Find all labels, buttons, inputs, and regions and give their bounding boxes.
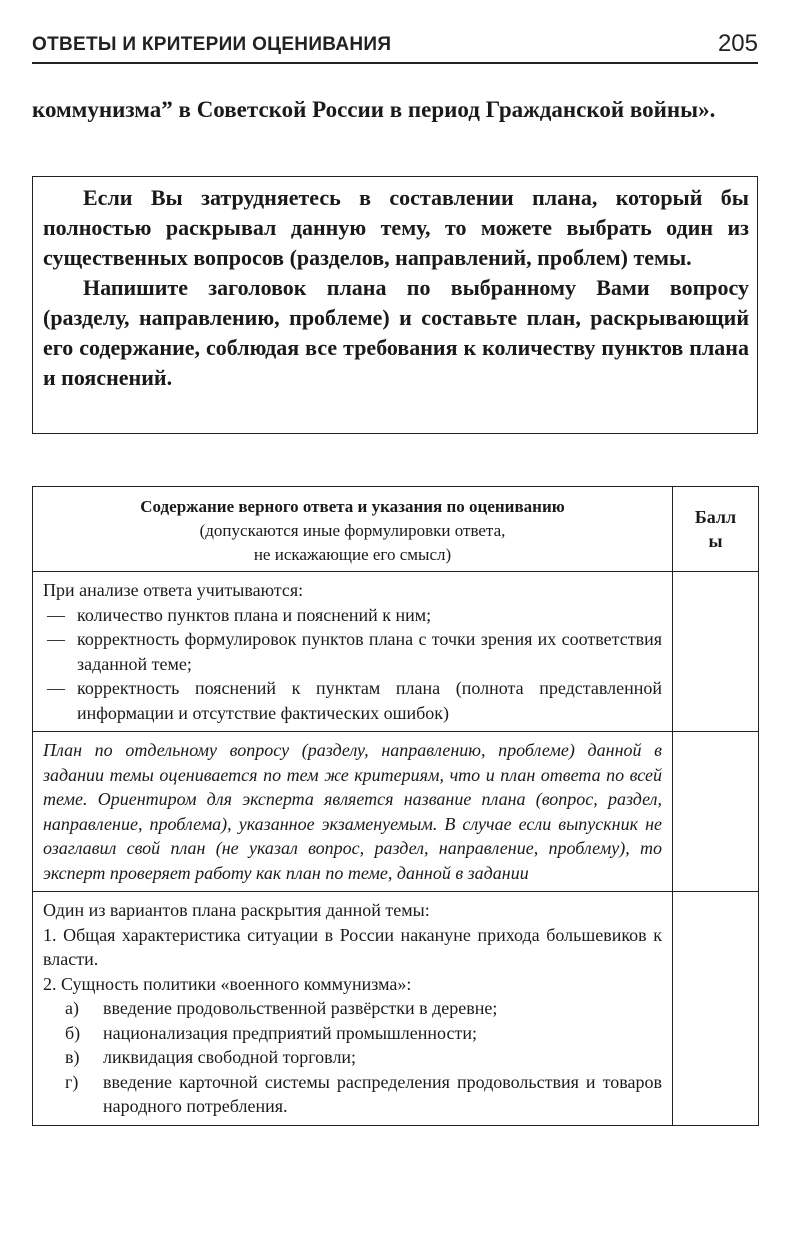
plan-variant-cell [33,892,673,1126]
table-row [33,732,759,892]
instruction-box [32,176,758,434]
content-header-title: Содержание верного ответа и указания по оцениванию [140,497,565,516]
list-item-text: корректность формулировок пунктов плана с точки зрения их соответствия заданной теме; [77,629,662,674]
expert-note-cell [33,732,673,892]
table-row [33,572,759,732]
list-item [43,603,662,628]
score-header-label: Баллы [694,507,737,551]
analysis-lead: При анализе ответа учитываются: [43,580,304,600]
sub-marker: г) [65,1071,79,1092]
sub-marker: в) [65,1047,80,1067]
intro-paragraph: коммунизма” в Советской России в период Гражданской войны». [32,97,716,122]
list-item-text: корректность пояснений к пунктам плана (полнота представленной информации и отсутствие фактических ошибок) [77,678,662,723]
score-cell [673,572,759,732]
table-row [33,892,759,1126]
plan-point-1: 1. Общая характеристика ситуации в России накануне прихода большевиков к власти. [43,924,662,969]
plan-point-2: 2. Сущность политики «военного коммунизма»: [43,973,412,994]
sub-item-text: введение карточной системы распределения продовольствия и товаров народного потребления. [103,1071,662,1116]
sub-marker: а) [65,998,79,1018]
list-item [43,1021,662,1046]
plan-lead: Один из вариантов плана раскрытия данной темы: [43,900,430,920]
running-title: ОТВЕТЫ И КРИТЕРИИ ОЦЕНИВАНИЯ [32,34,392,55]
intro-text-block [32,94,760,125]
sub-item-text: ликвидация свободной торговли; [103,1047,357,1067]
expert-note-text: План по отдельному вопросу (разделу, направлению, проблеме) данной в задании темы оценивается по тем же критериям, что и план ответа по всей теме. Ориентиром для эксперта является название плана (вопрос, раздел, направление, проблема), указанное экзаменуемым. В случае если выпускник не озаглавил свой план (не указал вопрос, раздел, направление, проблему), то эксперт проверяет работу как план по теме, данной в задании [43,740,662,883]
sub-item-text: национализация предприятий промышленности; [103,1022,477,1043]
list-item [43,676,662,725]
analysis-criteria-cell [33,572,673,732]
sub-marker: б) [65,1022,81,1043]
sub-item-text: введение продовольственной развёрстки в деревне; [103,998,498,1018]
dash-marker: — [47,629,65,649]
score-cell [673,892,759,1126]
score-column-header [673,487,759,572]
content-header-note-1: (допускаются иные формулировки ответа, [199,521,506,540]
table-header-row [33,487,759,572]
list-item-text: количество пунктов плана и пояснений к ним; [77,604,432,625]
dash-marker: — [47,678,65,698]
list-item [43,1070,662,1119]
criteria-table [32,486,759,1126]
page-number: 205 [717,30,758,57]
list-item [43,627,662,676]
content-column-header [33,487,673,572]
list-item [43,1045,662,1070]
content-header-note-2: не искажающие его смысл) [253,545,452,564]
instruction-paragraph-1: Если Вы затрудняетесь в составлении плана, который бы полностью раскрывал данную тему, то можете выбрать один из существенных вопросов (разделов, направлений, проблем) темы. [43,185,749,270]
running-header [32,28,758,64]
instruction-paragraph-2: Напишите заголовок плана по выбранному Вами вопросу (разделу, направлению, проблеме) и составьте план, раскрывающий его содержание, соблюдая все требования к количеству пунктов плана и пояснений. [43,275,749,390]
list-item [43,996,662,1021]
dash-marker: — [47,604,65,625]
score-cell [673,732,759,892]
